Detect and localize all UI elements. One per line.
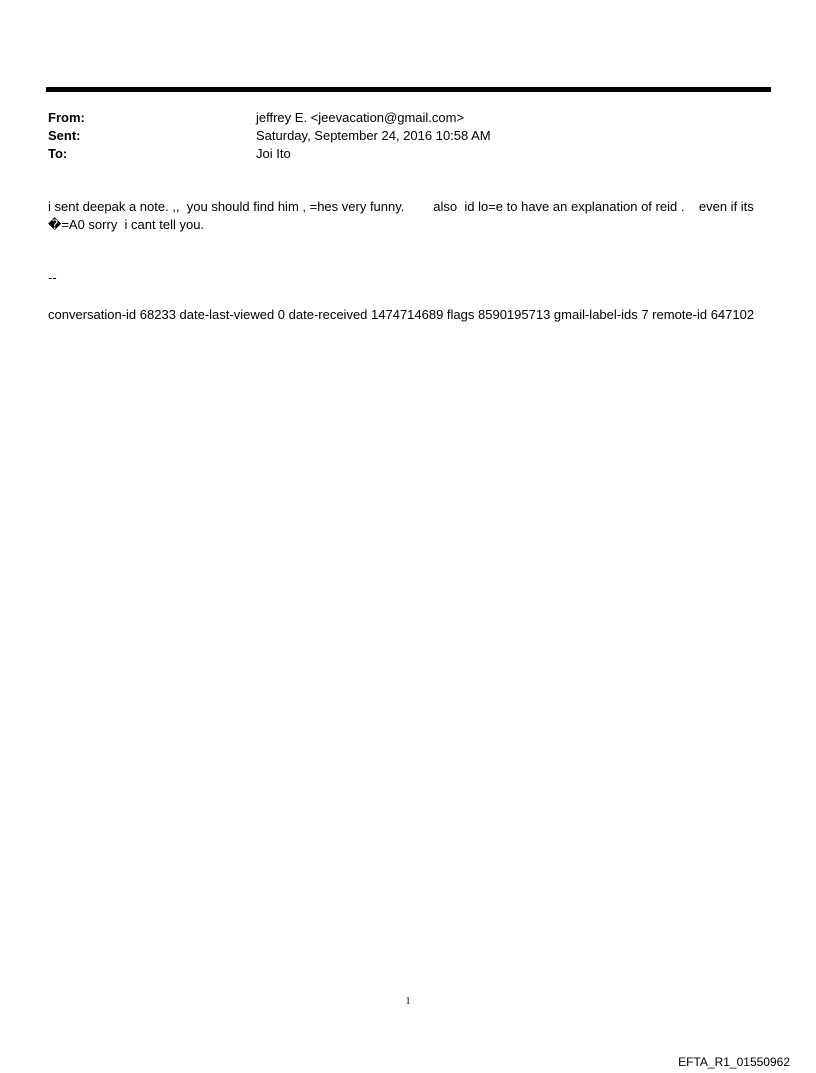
from-label: From: — [48, 109, 85, 125]
from-row — [48, 108, 768, 126]
bates-number: EFTA_R1_01550962 — [678, 1055, 790, 1069]
sent-label: Sent: — [48, 127, 81, 143]
header-divider — [46, 87, 771, 92]
page-number: 1 — [405, 996, 411, 1007]
signature-separator: -- — [48, 270, 57, 285]
email-header — [48, 108, 768, 162]
sent-row — [48, 126, 768, 144]
from-value: jeffrey E. <jeevacation@gmail.com> — [256, 109, 465, 125]
to-row — [48, 144, 768, 162]
email-body: i sent deepak a note. ,, you should find him , =hes very funny. also id lo=e to have an explanation of reid . even if its �=A0 sorry i cant tell you. — [48, 199, 758, 232]
sent-value: Saturday, September 24, 2016 10:58 AM — [256, 127, 491, 143]
to-label: To: — [48, 145, 68, 161]
email-metadata: conversation-id 68233 date-last-viewed 0 date-received 1474714689 flags 8590195713 gmail-label-ids 7 remote-id 647102 — [48, 307, 755, 322]
to-value: Joi Ito — [256, 145, 291, 161]
